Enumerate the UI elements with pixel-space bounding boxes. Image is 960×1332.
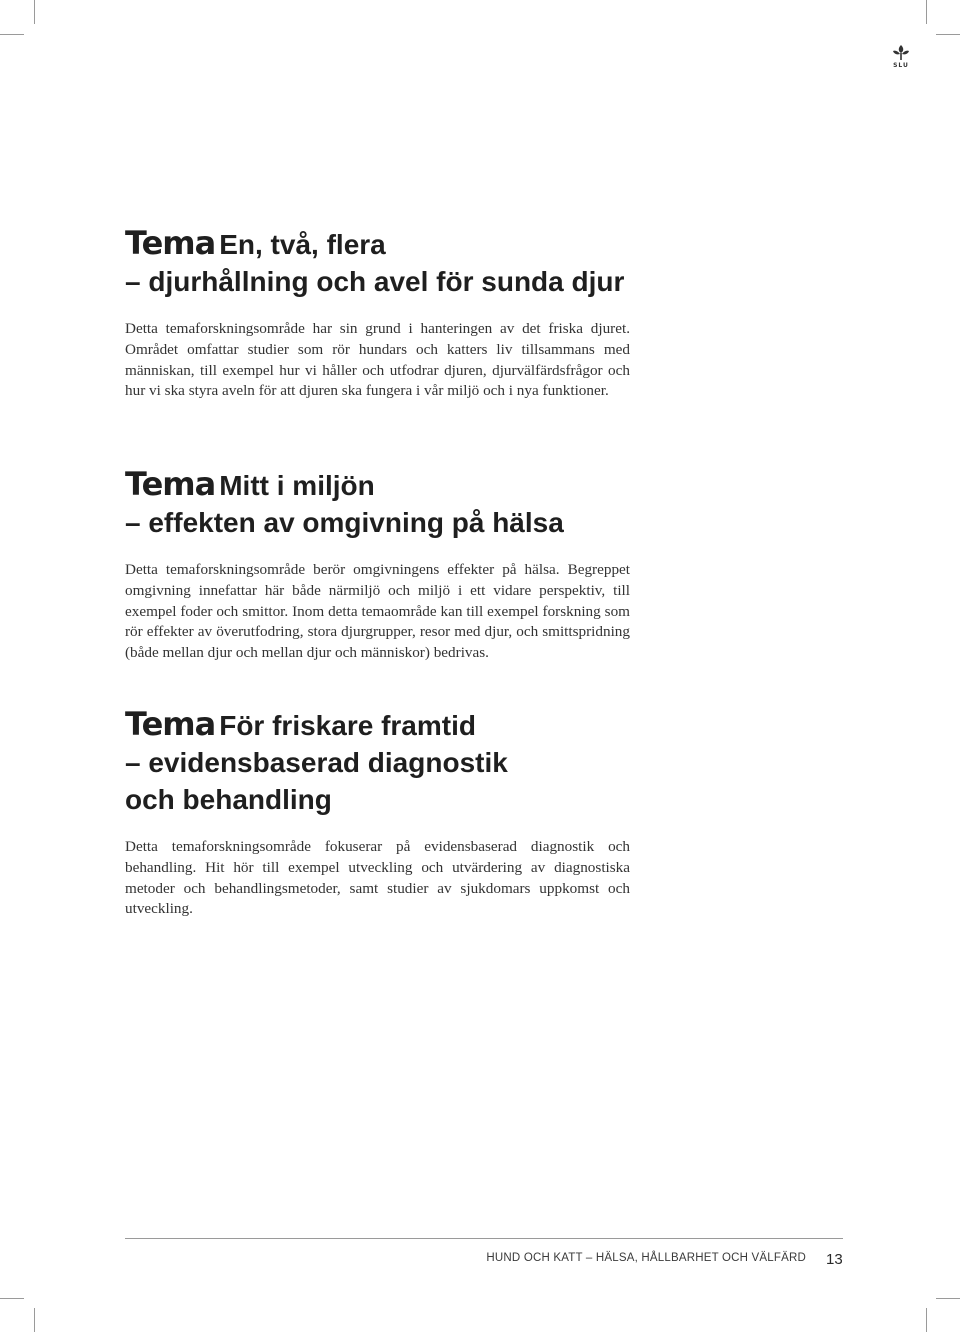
section-heading: [125, 225, 630, 300]
crop-mark: [936, 1298, 960, 1299]
tema-label: Tema: [125, 224, 216, 262]
heading-line: – djurhållning och avel för sunda djur: [125, 266, 625, 297]
heading-line: – effekten av omgivning på hälsa: [125, 507, 564, 538]
tema-label: Tema: [125, 705, 216, 743]
tema-label: Tema: [125, 465, 216, 503]
section-body: Detta temaforskningsområde berör omgivningens effekter på hälsa. Begreppet omgivning innefattar här både närmiljö och miljö i ett vidare perspektiv, till exempel foder och smittor. Inom detta temaområde kan till exempel forskning som rör effekter av överutfodring, stora djurgrupper, resor med djur, och smittspridning (både mellan djur och mellan djur och människor) bedrivas.: [125, 561, 630, 662]
logo-text: SLU: [893, 62, 909, 69]
crop-mark: [0, 34, 24, 35]
crop-mark: [0, 1298, 24, 1299]
footer-rule: [125, 1238, 843, 1239]
section-heading: [125, 706, 630, 818]
crop-mark: [936, 34, 960, 35]
crop-mark: [34, 1308, 35, 1332]
theme-section-3: [125, 706, 630, 920]
section-body: Detta temaforskningsområde fokuserar på evidensbaserad diagnostik och behandling. Hit hör till exempel utveckling och utvärdering av diagnostiska metoder och behandlingsmetoder, samt studier av sjukdomars uppkomst och utveckling.: [125, 838, 630, 918]
heading-line: och behandling: [125, 784, 332, 815]
crop-mark: [926, 0, 927, 24]
heading-line: – evidensbaserad diagnostik: [125, 747, 508, 778]
heading-line: För friskare framtid: [219, 710, 476, 741]
leaf-icon: [891, 44, 911, 62]
heading-line: Mitt i miljön: [219, 470, 375, 501]
crop-mark: [34, 0, 35, 24]
section-heading: [125, 466, 630, 541]
footer-title: HUND OCH KATT – HÄLSA, HÅLLBARHET OCH VÄLFÄRD: [486, 1252, 806, 1264]
crop-mark: [926, 1308, 927, 1332]
page-number: 13: [826, 1251, 843, 1268]
theme-section-2: [125, 466, 630, 664]
heading-line: En, två, flera: [219, 229, 386, 260]
section-body: Detta temaforskningsområde har sin grund i hanteringen av det friska djuret. Området omfattar studier som rör hundars och katters liv tillsammans med människan, till exempel hur vi håller och utfodrar djuren, djurvälfärdsfrågor och hur vi ska styra aveln för att djuren ska fungera i vår miljö och i nya funktioner.: [125, 320, 630, 400]
slu-logo: [884, 44, 918, 74]
theme-section-1: [125, 225, 630, 402]
